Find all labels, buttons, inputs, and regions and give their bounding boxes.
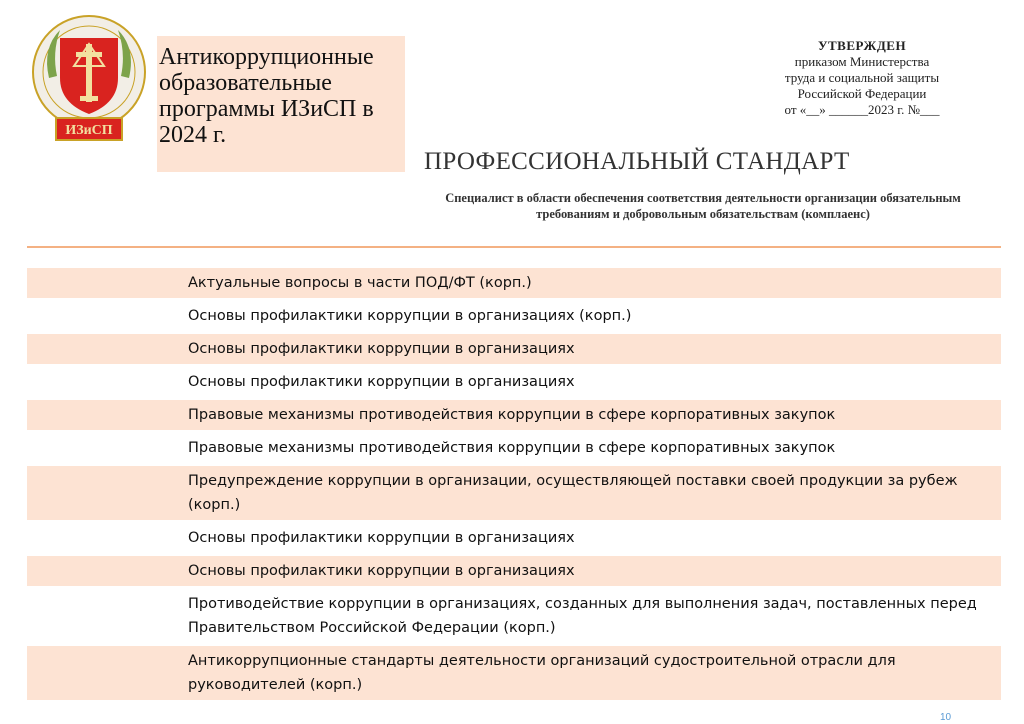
approval-line: приказом Министерства — [794, 54, 930, 69]
logo — [30, 8, 148, 148]
approval-line: труда и социальной защиты — [784, 70, 940, 85]
program-row: Основы профилактики коррупции в организациях — [27, 556, 1001, 589]
program-row: Правовые механизмы противодействия коррупции в сфере корпоративных закупок — [27, 400, 1001, 433]
program-row: Основы профилактики коррупции в организациях (корп.) — [27, 301, 1001, 334]
program-row: Актуальные вопросы в части ПОД/ФТ (корп.) — [27, 268, 1001, 301]
programs-table — [27, 268, 1001, 703]
standard-title: ПРОФЕССИОНАЛЬНЫЙ СТАНДАРТ — [424, 148, 850, 175]
program-title: Антикоррупционные образовательные программы ИЗиСП в 2024 г. — [157, 36, 405, 172]
program-row: Основы профилактики коррупции в организациях — [27, 334, 1001, 367]
program-row: Предупреждение коррупции в организации, осуществляющей поставки своей продукции за рубеж (корп.) — [27, 466, 1001, 523]
standard-subtitle: Специалист в области обеспечения соответствия деятельности организации обязательным требованиям и добровольным обязательствам (комплаенс) — [445, 191, 961, 221]
program-row: Правовые механизмы противодействия коррупции в сфере корпоративных закупок — [27, 433, 1001, 466]
divider — [27, 246, 1001, 248]
page-number: 10 — [940, 712, 952, 723]
program-row: Антикоррупционные стандарты деятельности организаций судостроительной отрасли для руководителей (корп.) — [27, 646, 1001, 703]
approval-line: Российской Федерации — [797, 86, 927, 101]
approval-date-line: от «__» ______2023 г. №___ — [784, 102, 940, 117]
program-row: Основы профилактики коррупции в организациях — [27, 523, 1001, 556]
approval-status: УТВЕРЖДЕН — [817, 38, 907, 53]
program-row: Противодействие коррупции в организациях, созданных для выполнения задач, поставленных перед Правительством Российской Федерации (корп.) — [27, 589, 1001, 646]
logo-text: ИЗиСП — [65, 123, 113, 138]
program-row: Основы профилактики коррупции в организациях — [27, 367, 1001, 400]
approval-stamp — [742, 38, 982, 118]
izisp-emblem-icon — [30, 8, 148, 148]
